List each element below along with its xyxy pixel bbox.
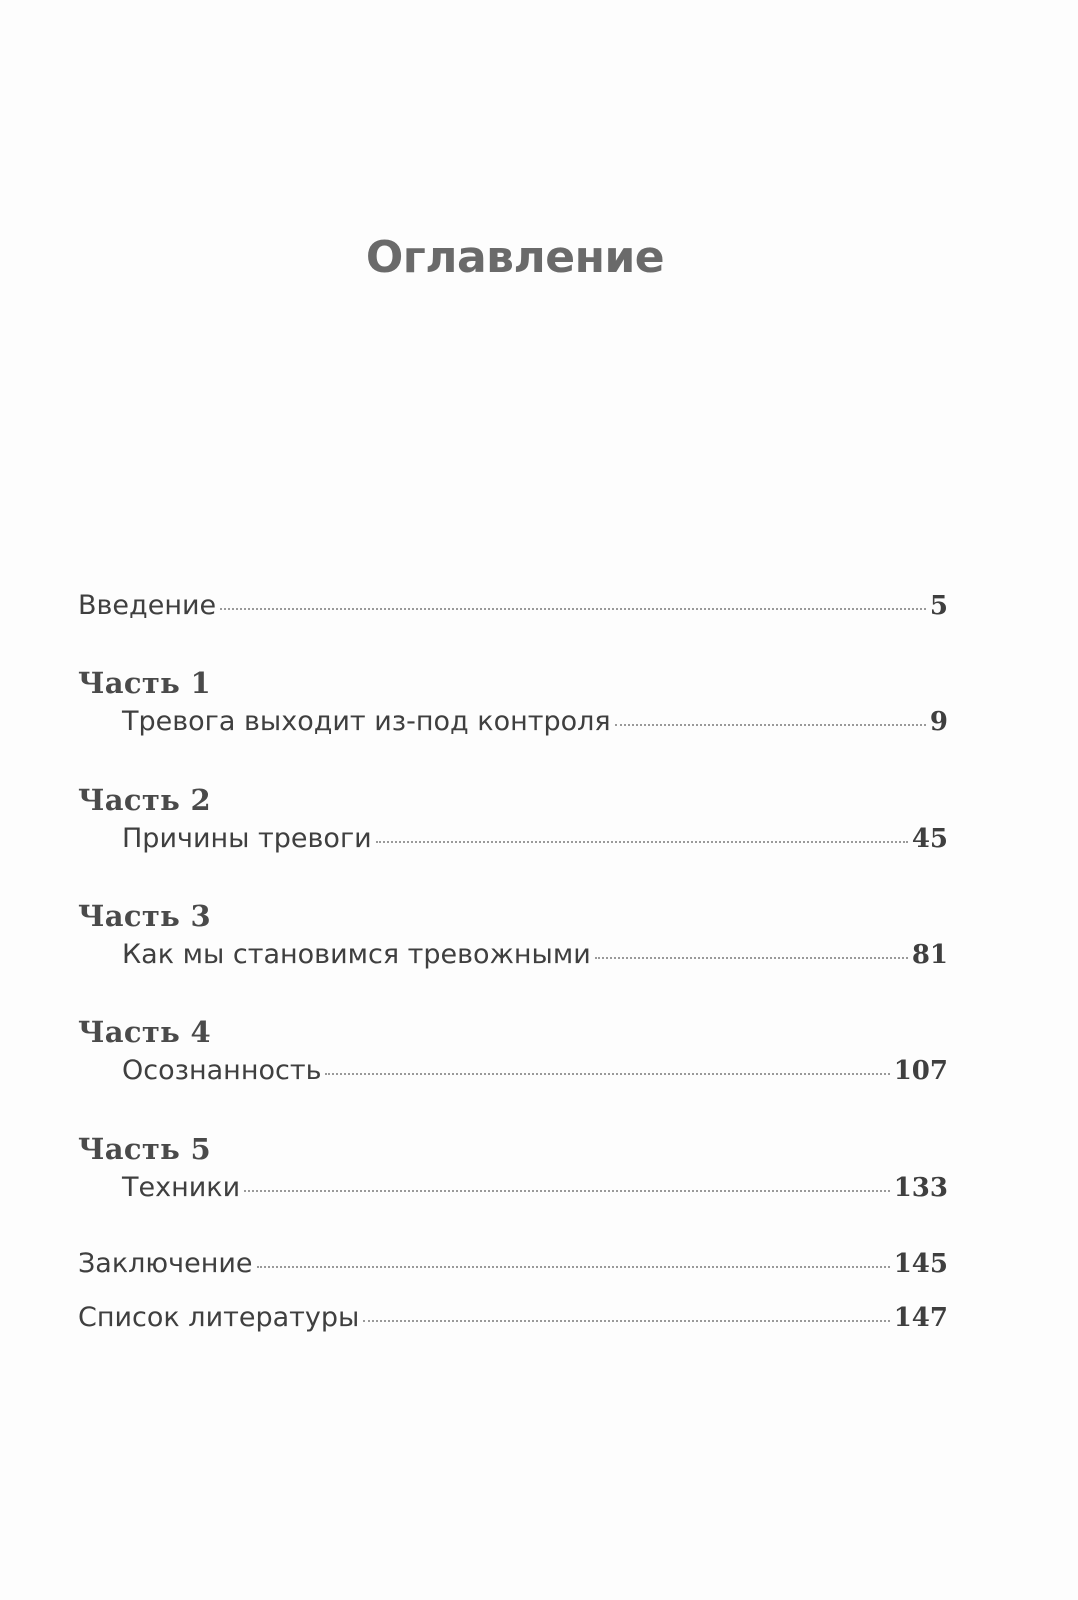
dot-leader	[257, 1266, 890, 1268]
page-title: Оглавление	[365, 232, 665, 283]
toc-page-number: 147	[893, 1303, 948, 1333]
part-heading-3: Часть 3	[78, 899, 211, 933]
toc-page-number: 107	[893, 1056, 948, 1086]
toc-page-number: 145	[893, 1249, 948, 1279]
toc-entry-part-5[interactable]	[78, 1172, 948, 1208]
toc-page-number: 5	[929, 591, 948, 621]
toc-entry-label: Причины тревоги	[122, 823, 372, 854]
toc-entry-label: Техники	[122, 1172, 241, 1203]
toc-page-number: 81	[911, 940, 948, 970]
toc-entry-label: Осознанность	[122, 1055, 322, 1086]
dot-leader	[615, 724, 926, 726]
toc-entry-conclusion[interactable]	[78, 1248, 948, 1284]
dot-leader	[325, 1073, 889, 1075]
toc-entry-label: Как мы становимся тревожными	[122, 939, 591, 970]
dot-leader	[220, 608, 926, 610]
toc-entry-bibliography[interactable]	[78, 1302, 948, 1338]
toc-entry-label: Тревога выходит из-под контроля	[122, 706, 611, 737]
part-heading-1: Часть 1	[78, 666, 211, 700]
toc-entry-label: Введение	[78, 590, 217, 621]
toc-entry-part-3[interactable]	[78, 939, 948, 975]
toc-entry-label: Заключение	[78, 1248, 253, 1279]
toc-page-number: 133	[893, 1173, 948, 1203]
toc-page-number: 9	[929, 707, 948, 737]
dot-leader	[363, 1320, 889, 1322]
part-heading-4: Часть 4	[78, 1015, 211, 1049]
part-heading-2: Часть 2	[78, 783, 211, 817]
toc-entry-part-4[interactable]	[78, 1055, 948, 1091]
toc-entry-label: Список литературы	[78, 1302, 360, 1333]
toc-page-number: 45	[911, 824, 948, 854]
dot-leader	[376, 841, 908, 843]
toc-entry-part-1[interactable]	[78, 706, 948, 742]
part-heading-5: Часть 5	[78, 1132, 211, 1166]
dot-leader	[595, 957, 908, 959]
dot-leader	[244, 1190, 890, 1192]
toc-entry-intro[interactable]	[78, 590, 948, 626]
toc-entry-part-2[interactable]	[78, 823, 948, 859]
